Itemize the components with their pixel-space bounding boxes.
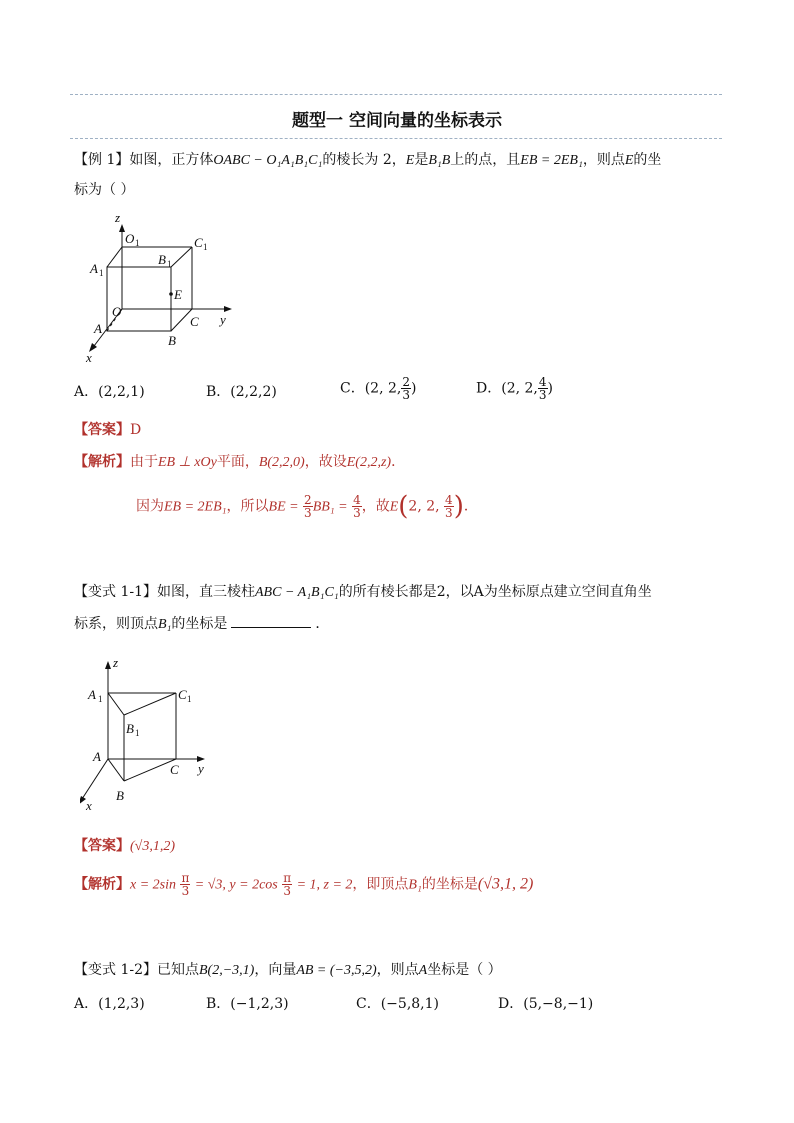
svg-text:B: B [158,252,166,267]
svg-text:B: B [116,788,124,803]
svg-text:x: x [86,798,92,813]
example1-answer: 【答案】D [74,422,142,438]
cube-figure [80,210,240,365]
variant12-option-a[interactable]: A．(1,2,3) [74,996,145,1012]
cube-name: OABC − O₁A₁B₁C₁ [213,153,323,168]
svg-text:1: 1 [135,728,140,738]
label-x: x [86,350,92,365]
svg-text:E: E [174,287,182,302]
svg-text:1: 1 [99,268,104,278]
example1-analysis-line2: 因为EB = 2EB₁，所以BE = $\frac{2}{3}$ BB₁ = $\frac{4}{3}$ ，故E(2, 2, $\frac{4}{3}$ )． [136,491,478,522]
example1-option-d[interactable]: D．(2, 2, $\frac{4}{3}$ ) [476,375,553,402]
svg-text:1: 1 [167,259,172,269]
prism-name: ABC − A₁B₁C₁ [255,585,339,600]
svg-text:O: O [112,304,122,319]
svg-text:A: A [94,321,102,336]
svg-text:1: 1 [187,694,192,704]
variant11-line2: 标系，则顶点B₁的坐标是 ． [74,616,330,632]
variant11-analysis: 【解析】x = 2sin $\frac{\pi}{3}$ = √3, y = 2cos $\frac{\pi}{3}$ = 1, z = 2，即顶点B₁的坐标是(√3,1, 2) [74,871,534,898]
example1-tag: 【例 1】 [74,152,130,168]
variant12-line1: 【变式 1-2】已知点B(2,−3,1)，向量AB = (−3,5,2)，则点A坐标是（ ） [74,962,502,978]
svg-text:B: B [126,721,134,736]
variant12-tag: 【变式 1-2】 [74,962,157,978]
prism-figure [80,655,220,815]
variant12-option-b[interactable]: B．(−1,2,3) [206,996,289,1012]
example1-analysis-line1: 【解析】由于EB ⊥ xOy平面，B(2,2,0)，故设E(2,2,z)． [74,454,406,470]
svg-text:C: C [170,762,179,777]
variant11-answer: 【答案】(√3,1,2) [74,838,176,854]
answer-blank[interactable] [231,627,311,628]
svg-text:1: 1 [203,242,208,252]
label-z: z [115,210,121,225]
svg-text:A: A [90,261,98,276]
svg-text:B: B [168,333,176,348]
svg-text:z: z [113,655,119,670]
svg-text:1: 1 [98,694,103,704]
example1-option-a[interactable]: A．(2,2,1) [74,384,145,400]
label-y: y [220,312,226,327]
example1-option-c[interactable]: C．(2, 2, $\frac{2}{3}$ ) [340,375,417,402]
example1-option-b[interactable]: B．(2,2,2) [206,384,277,400]
variant12-option-c[interactable]: C．(−5,8,1) [356,996,439,1012]
example1-line2: 标为（ ） [74,182,135,198]
svg-text:C: C [178,687,187,702]
variant11-tag: 【变式 1-1】 [74,584,157,600]
variant12-option-d[interactable]: D．(5,−8,−1) [498,996,594,1012]
section-title: 题型一 空间向量的坐标表示 [292,111,502,131]
svg-text:1: 1 [135,238,140,248]
svg-text:A: A [93,749,101,764]
svg-text:C: C [190,314,199,329]
example1-line1: 【例 1】如图，正方体OABC − O₁A₁B₁C₁的棱长为 2，E是B₁B上的点，且EB = 2EB₁，则点E的坐 [74,152,662,168]
svg-text:A: A [88,687,96,702]
svg-text:y: y [198,761,204,776]
variant11-line1: 【变式 1-1】如图，直三棱柱ABC − A₁B₁C₁的所有棱长都是2，以A为坐标原点建立空间直角坐 [74,584,652,600]
title-dashed-divider [70,138,722,139]
svg-text:O: O [125,231,135,246]
svg-text:C: C [194,235,203,250]
top-dashed-divider [70,94,722,95]
